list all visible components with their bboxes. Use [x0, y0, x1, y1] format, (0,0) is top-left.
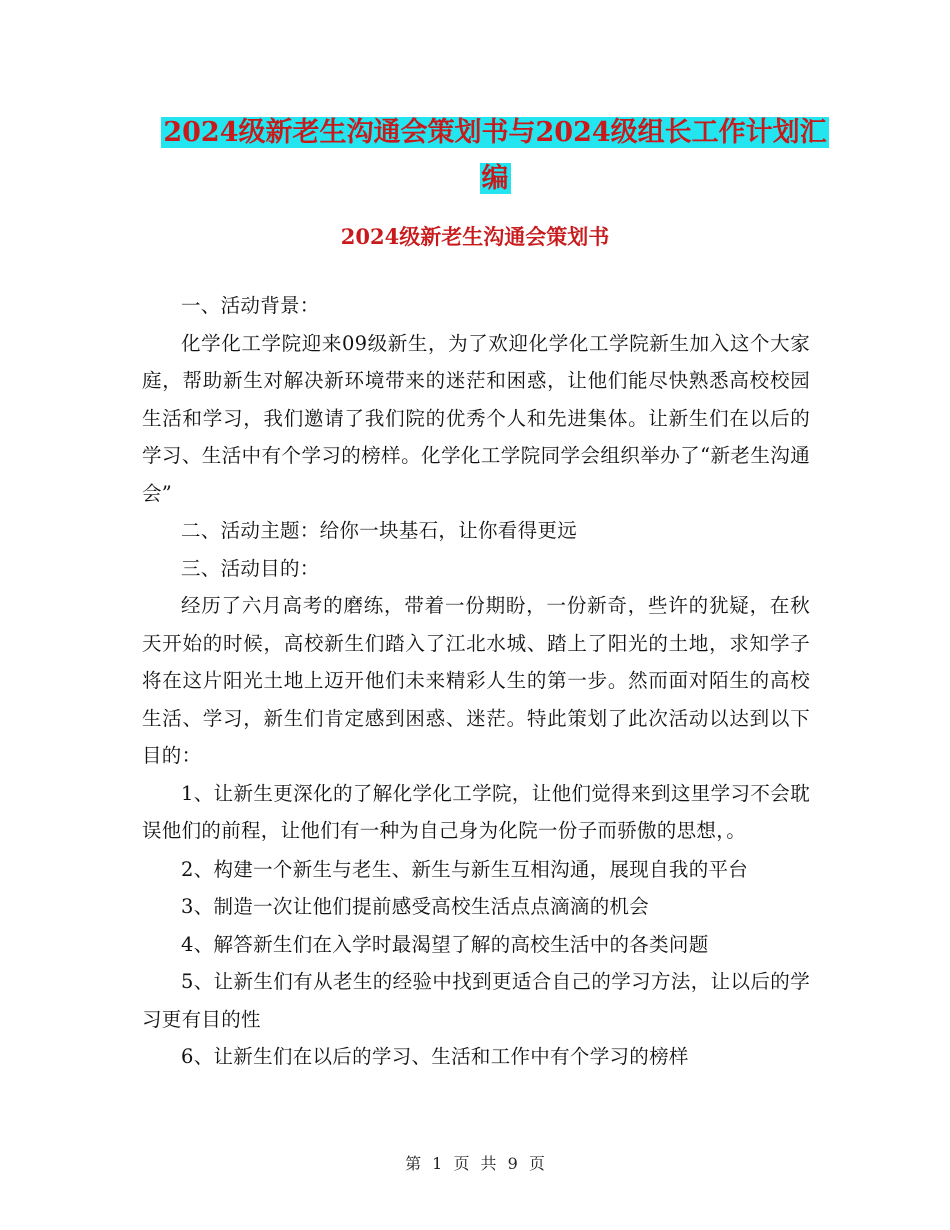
- paragraph-theme: 二、活动主题：给你一块基石，让你看得更远: [181, 519, 578, 542]
- paragraph-background-heading: 一、活动背景：: [181, 294, 320, 317]
- list-item-purpose-6: 6、让新生们在以后的学习、生活和工作中有个学习的榜样: [181, 1045, 689, 1068]
- document-title: [140, 110, 850, 202]
- list-item-purpose-4: 4、解答新生们在入学时最渴望了解的高校生活中的各类问题: [181, 932, 709, 956]
- list-item-purpose-3: 3、制造一次让他们提前感受高校生活点点滴滴的机会: [181, 895, 650, 918]
- document-title-line2: 编: [481, 163, 509, 194]
- list-item-purpose-1: 1、让新生更深化的了解化学化工学院，让他们觉得来到这里学习不会耽误他们的前程，让他们有一种为自己身为化院一份子而骄傲的思想，。: [142, 781, 810, 842]
- document-body: [142, 287, 810, 1076]
- section-title: 2024级新老生沟通会策划书: [340, 224, 610, 249]
- paragraph-background: 化学化工学院迎来09级新生，为了欢迎化学化工学院新生加入这个大家庭，帮助新生对解决新环境带来的迷茫和困惑，让他们能尽快熟悉高校校园生活和学习，我们邀请了我们院的优秀个人和先进集体。让新生们在以后的学习、生活中有个学习的榜样。化学化工学院同学会组织举办了“新老生沟通会”: [142, 331, 810, 505]
- paragraph-purpose: 经历了六月高考的磨练，带着一份期盼，一份新奇，些许的犹疑，在秋天开始的时候，高校新生们踏入了江北水城、踏上了阳光的土地，求知学子将在这片阳光土地上迈开他们未来精彩人生的第一步。然而面对陌生的高校生活、学习，新生们肯定感到困惑、迷茫。特此策划了此次活动以达到以下目的：: [142, 594, 810, 767]
- page-footer: [0, 1151, 950, 1174]
- paragraph-purpose-heading: 三、活动目的：: [181, 556, 320, 580]
- document-title-line1: 2024级新老生沟通会策划书与2024级组长工作计划汇: [163, 117, 827, 148]
- page-number: 第 1 页 共 9 页: [405, 1154, 545, 1173]
- list-item-purpose-5: 5、让新生们有从老生的经验中找到更适合自己的学习方法，让以后的学习更有目的性: [142, 970, 810, 1031]
- list-item-purpose-2: 2、构建一个新生与老生、新生与新生互相沟通，展现自我的平台: [181, 857, 749, 881]
